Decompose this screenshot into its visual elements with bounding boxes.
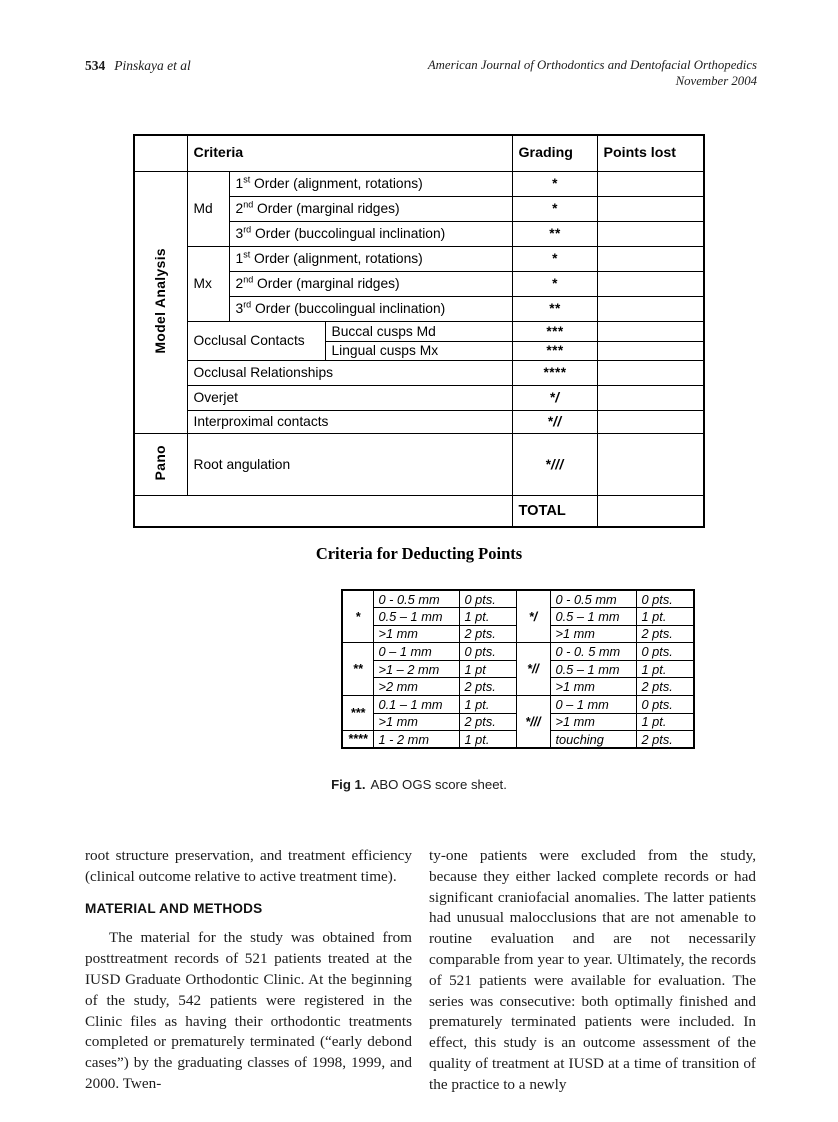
running-head-left xyxy=(85,58,191,74)
range-cell: 0 – 1 mm xyxy=(550,696,636,714)
ordinal-suffix: st xyxy=(243,249,251,260)
range-cell: 0 - 0. 5 mm xyxy=(550,643,636,661)
symbol-cell: ** xyxy=(342,643,373,696)
grading-cell: */// xyxy=(512,433,597,495)
journal-title: American Journal of Orthodontics and Dentofacial Orthopedics xyxy=(427,58,757,72)
grading-cell: **** xyxy=(512,360,597,385)
points-lost-cell xyxy=(597,296,704,321)
range-cell: >1 – 2 mm xyxy=(373,660,459,678)
total-row xyxy=(134,495,704,527)
figure-caption xyxy=(0,777,838,792)
criteria-text: Order (buccolingual inclination) xyxy=(251,301,446,316)
range-cell: 0.5 – 1 mm xyxy=(550,660,636,678)
points-cell: 0 pts. xyxy=(459,590,516,608)
points-cell: 2 pts. xyxy=(636,731,694,749)
ordinal-suffix: st xyxy=(243,174,251,185)
total-points-cell xyxy=(597,495,704,527)
table-row xyxy=(342,643,694,661)
grading-cell: * xyxy=(512,196,597,221)
symbol-cell: **** xyxy=(342,731,373,749)
range-cell: 0.1 – 1 mm xyxy=(373,696,459,714)
points-lost-cell xyxy=(597,271,704,296)
table-row xyxy=(342,590,694,608)
table-row xyxy=(134,410,704,433)
deducting-points-table xyxy=(341,589,695,749)
table-row xyxy=(134,171,704,196)
ordinal-number: 2 xyxy=(235,276,244,291)
journal-issue-date: November 2004 xyxy=(675,73,757,88)
text-column-left xyxy=(85,846,412,1095)
table-row xyxy=(134,360,704,385)
points-lost-cell xyxy=(597,196,704,221)
model-analysis-label: Model Analysis xyxy=(153,247,169,354)
range-cell: 0.5 – 1 mm xyxy=(373,608,459,626)
criteria-cell xyxy=(229,171,512,196)
grading-cell: * xyxy=(512,271,597,296)
points-lost-cell xyxy=(597,385,704,410)
points-lost-cell xyxy=(597,433,704,495)
criteria-cell xyxy=(229,296,512,321)
ordinal-suffix: nd xyxy=(243,199,254,210)
running-authors: Pinskaya et al xyxy=(114,58,191,73)
running-head-right xyxy=(428,58,757,89)
criteria-cell: Overjet xyxy=(187,385,512,410)
score-header-row xyxy=(134,135,704,171)
symbol-cell: */ xyxy=(516,590,550,643)
grading-column-header: Grading xyxy=(512,135,597,171)
symbol-cell: *** xyxy=(342,696,373,731)
grading-cell: */ xyxy=(512,385,597,410)
grading-cell: ** xyxy=(512,221,597,246)
pano-label: Pano xyxy=(153,444,169,481)
criteria-cell xyxy=(229,246,512,271)
total-label: TOTAL xyxy=(512,495,597,527)
grading-cell: ** xyxy=(512,296,597,321)
table-row xyxy=(134,385,704,410)
criteria-cell xyxy=(229,221,512,246)
occlusal-contacts-label: Occlusal Contacts xyxy=(187,321,325,360)
range-cell: 0.5 – 1 mm xyxy=(550,608,636,626)
points-cell: 1 pt. xyxy=(459,696,516,714)
criteria-cell: Occlusal Relationships xyxy=(187,360,512,385)
points-cell: 2 pts. xyxy=(459,678,516,696)
ordinal-suffix: rd xyxy=(243,224,252,235)
text-column-right xyxy=(429,846,756,1096)
criteria-text: Order (buccolingual inclination) xyxy=(251,226,446,241)
section-model-analysis xyxy=(134,171,187,433)
section-pano xyxy=(134,433,187,495)
points-cell: 1 pt. xyxy=(636,660,694,678)
paragraph: The material for the study was obtained from posttreatment records of 521 patients treated at the IUSD Graduate Orthodontic Clinic. At the beginning of the study, 542 patients were registered in the Clinic files as having their orthodontic treatments completed or prematurely terminated (“early debond cases”) by the graduating classes of 1998, 1999, and 2000. Twen- xyxy=(85,929,412,1092)
ordinal-number: 3 xyxy=(235,226,244,241)
grading-cell: * xyxy=(512,246,597,271)
symbol-cell: * xyxy=(342,590,373,643)
ordinal-suffix: nd xyxy=(243,274,254,285)
points-cell: 1 pt. xyxy=(459,608,516,626)
section-heading: MATERIAL AND METHODS xyxy=(85,900,263,916)
table-row xyxy=(342,696,694,714)
criteria-cell xyxy=(229,271,512,296)
points-cell: 0 pts. xyxy=(459,643,516,661)
ordinal-number: 2 xyxy=(235,201,244,216)
grading-cell: *** xyxy=(512,341,597,360)
points-lost-cell xyxy=(597,246,704,271)
points-lost-cell xyxy=(597,221,704,246)
symbol-cell: *// xyxy=(516,643,550,696)
grading-cell: * xyxy=(512,171,597,196)
criteria-cell xyxy=(229,196,512,221)
points-cell: 2 pts. xyxy=(636,625,694,643)
range-cell: 1 - 2 mm xyxy=(373,731,459,749)
criteria-text: Order (alignment, rotations) xyxy=(250,251,423,266)
ordinal-number: 3 xyxy=(235,301,244,316)
points-cell: 1 pt. xyxy=(636,608,694,626)
points-lost-cell xyxy=(597,341,704,360)
criteria-text: Order (marginal ridges) xyxy=(253,276,400,291)
criteria-cell: Root angulation xyxy=(187,433,512,495)
range-cell: >1 mm xyxy=(373,625,459,643)
range-cell: >1 mm xyxy=(373,713,459,731)
ordinal-number: 1 xyxy=(235,251,244,266)
points-cell: 2 pts. xyxy=(459,713,516,731)
blank-cell xyxy=(134,495,512,527)
points-cell: 1 pt. xyxy=(459,731,516,749)
criteria-column-header: Criteria xyxy=(187,135,512,171)
points-cell: 0 pts. xyxy=(636,696,694,714)
grading-cell: *** xyxy=(512,321,597,341)
ogs-score-sheet-table xyxy=(133,134,705,528)
criteria-text: Order (marginal ridges) xyxy=(253,201,400,216)
figure-label: Fig 1. xyxy=(331,777,366,792)
range-cell: >1 mm xyxy=(550,625,636,643)
points-lost-cell xyxy=(597,360,704,385)
range-cell: >2 mm xyxy=(373,678,459,696)
table-row xyxy=(134,433,704,495)
paragraph: root structure preservation, and treatment efficiency (clinical outcome relative to active treatment time). xyxy=(85,847,412,885)
table-row xyxy=(134,321,704,341)
grading-cell: *// xyxy=(512,410,597,433)
criteria-text: Order (alignment, rotations) xyxy=(250,176,423,191)
range-cell: 0 - 0.5 mm xyxy=(373,590,459,608)
range-cell: 0 – 1 mm xyxy=(373,643,459,661)
points-lost-cell xyxy=(597,410,704,433)
symbol-cell: */// xyxy=(516,696,550,749)
range-cell: touching xyxy=(550,731,636,749)
points-cell: 1 pt xyxy=(459,660,516,678)
ordinal-suffix: rd xyxy=(243,299,252,310)
range-cell: >1 mm xyxy=(550,713,636,731)
points-cell: 2 pts. xyxy=(636,678,694,696)
points-lost-cell xyxy=(597,171,704,196)
points-lost-cell xyxy=(597,321,704,341)
criteria-cell: Lingual cusps Mx xyxy=(325,341,512,360)
points-lost-column-header: Points lost xyxy=(597,135,704,171)
deducting-points-title: Criteria for Deducting Points xyxy=(315,544,523,563)
figure-caption-text: ABO OGS score sheet. xyxy=(370,777,507,792)
ordinal-number: 1 xyxy=(235,176,244,191)
md-group-label: Md xyxy=(187,171,229,246)
points-cell: 2 pts. xyxy=(459,625,516,643)
paragraph: ty-one patients were excluded from the study, because they either lacked complete records or had significant craniofacial anomalies. The latter patients had unusual malocclusions that are not amenable to routine evaluation and are not necessarily comparable from year to year. Ultimately, the records of 521 patients were available for evaluation. The series was consecutive: both optimally finished and prematurely terminated patients were included. In effect, this study is an outcome assessment of the quality of treatment at IUSD at a time of transition of the practice to a newly xyxy=(429,847,756,1093)
criteria-cell: Interproximal contacts xyxy=(187,410,512,433)
page-number: 534 xyxy=(85,58,106,73)
points-cell: 0 pts. xyxy=(636,643,694,661)
range-cell: 0 - 0.5 mm xyxy=(550,590,636,608)
criteria-cell: Buccal cusps Md xyxy=(325,321,512,341)
range-cell: >1 mm xyxy=(550,678,636,696)
points-cell: 1 pt. xyxy=(636,713,694,731)
corner-cell xyxy=(134,135,187,171)
running-head xyxy=(85,58,757,89)
points-cell: 0 pts. xyxy=(636,590,694,608)
mx-group-label: Mx xyxy=(187,246,229,321)
table-row xyxy=(134,246,704,271)
